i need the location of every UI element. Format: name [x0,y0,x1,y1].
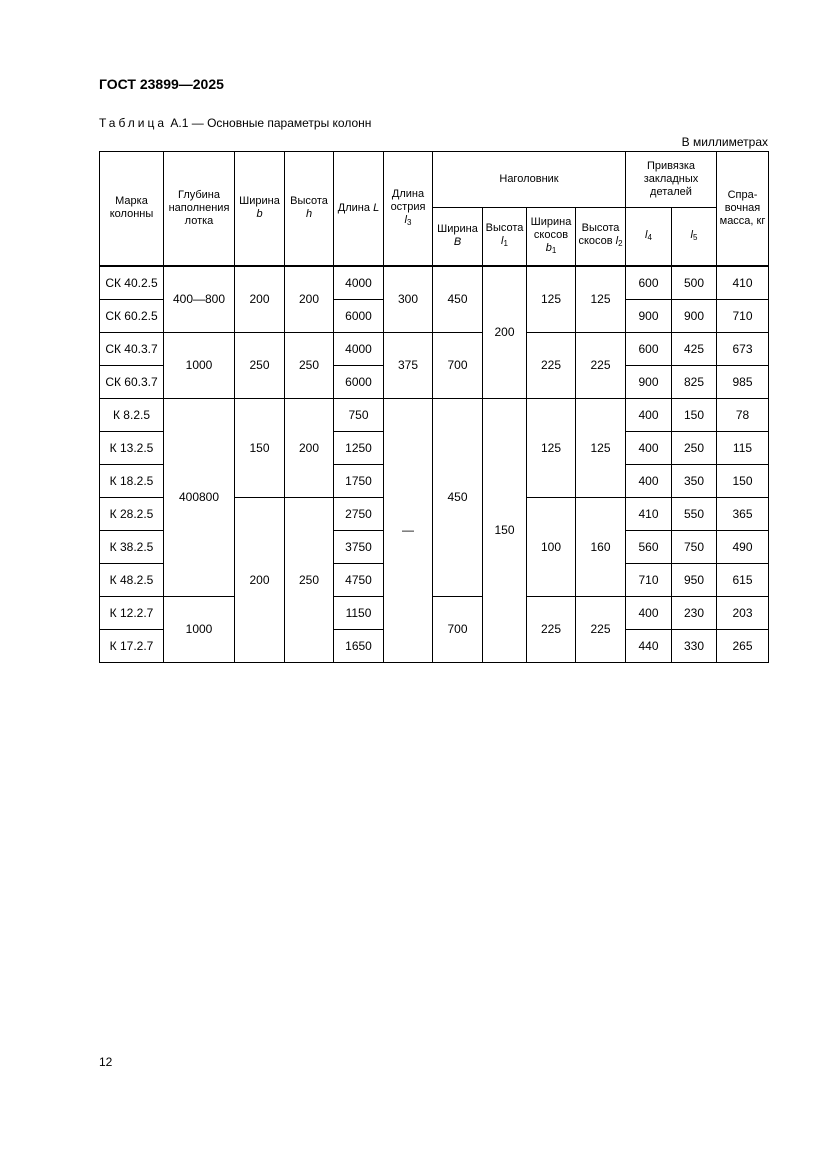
cell-length: 1650 [334,629,384,662]
cell-length: 6000 [334,299,384,332]
cell-bevel-height: 225 [576,332,626,398]
cell-length: 1150 [334,596,384,629]
header-anchor-l4-symbol: l [645,228,648,241]
cell-head-height: 150 [483,398,527,662]
header-tip-label: Длина острия [390,187,426,213]
header-bevel-height-symbol: l [615,235,619,248]
cell-l4: 900 [626,299,672,332]
cell-length: 4000 [334,332,384,365]
cell-height: 250 [285,497,334,662]
cell-height: 200 [285,266,334,333]
cell-depth: 400800 [164,398,235,596]
cell-bevel-height: 125 [576,398,626,497]
cell-l4: 400 [626,596,672,629]
header-head-width-label: Ширина [437,223,478,236]
cell-bevel-width: 225 [527,332,576,398]
cell-bevel-width: 125 [527,398,576,497]
cell-mark: К 17.2.7 [100,629,164,662]
cell-mass: 985 [717,365,769,398]
cell-bevel-height: 225 [576,596,626,662]
cell-l5: 950 [672,563,717,596]
header-head-group: Наголовник [433,152,626,208]
cell-tip: 375 [384,332,433,398]
cell-l4: 400 [626,431,672,464]
header-depth: Глубина наполнения лотка [164,152,235,266]
header-head-height [483,208,527,266]
document-header: ГОСТ 23899—2025 [99,76,224,92]
cell-mark: СК 60.3.7 [100,365,164,398]
header-length [334,152,384,266]
header-bevel-height-label: Высота скосов [578,222,620,248]
cell-length: 4000 [334,266,384,300]
cell-depth: 400—800 [164,266,235,333]
cell-l5: 250 [672,431,717,464]
header-bevel-width [527,208,576,266]
cell-head-width: 700 [433,332,483,398]
cell-l4: 710 [626,563,672,596]
cell-mark: СК 60.2.5 [100,299,164,332]
header-height-symbol: h [305,208,313,221]
cell-mass: 365 [717,497,769,530]
cell-l5: 550 [672,497,717,530]
cell-mass: 150 [717,464,769,497]
header-tip-length [384,152,433,266]
cell-tip: — [384,398,433,662]
cell-head-width: 450 [433,398,483,596]
header-head-height-label: Высота [485,222,524,235]
cell-length: 1250 [334,431,384,464]
units-note: В миллиметрах [681,135,768,149]
table-caption-prefix: Таблица [99,116,168,130]
cell-bevel-width: 225 [527,596,576,662]
cell-l5: 230 [672,596,717,629]
cell-l4: 560 [626,530,672,563]
cell-l4: 410 [626,497,672,530]
cell-mark: К 28.2.5 [100,497,164,530]
cell-mass: 410 [717,266,769,300]
column-parameters-table [99,151,769,663]
cell-width: 250 [235,332,285,398]
cell-mark: К 12.2.7 [100,596,164,629]
header-bevel-height-subscript: 2 [618,239,623,249]
cell-l5: 425 [672,332,717,365]
cell-l5: 330 [672,629,717,662]
cell-mass: 673 [717,332,769,365]
header-bevel-width-subscript: 1 [551,245,557,255]
header-mass: Спра-вочная масса, кг [717,152,769,266]
header-head-width [433,208,483,266]
cell-width: 200 [235,266,285,333]
table-row [100,332,769,365]
cell-mass: 490 [717,530,769,563]
header-height-label: Высота [290,195,328,208]
header-tip-symbol: l [404,213,407,226]
header-head-height-symbol: l [501,235,504,248]
cell-length: 6000 [334,365,384,398]
cell-width: 200 [235,497,285,662]
cell-bevel-height: 125 [576,266,626,333]
cell-mass: 710 [717,299,769,332]
cell-mass: 115 [717,431,769,464]
page-number: 12 [99,1055,113,1069]
cell-l5: 350 [672,464,717,497]
cell-l4: 400 [626,398,672,431]
header-width [235,152,285,266]
cell-mass: 615 [717,563,769,596]
cell-l4: 600 [626,332,672,365]
header-width-symbol: b [256,208,263,221]
cell-length: 2750 [334,497,384,530]
cell-l5: 825 [672,365,717,398]
cell-l4: 400 [626,464,672,497]
cell-mark: К 18.2.5 [100,464,164,497]
header-anchor-l5 [672,208,717,266]
header-anchor-l4 [626,208,672,266]
cell-l5: 750 [672,530,717,563]
header-bevel-height [576,208,626,266]
cell-depth: 1000 [164,596,235,662]
cell-length: 3750 [334,530,384,563]
header-width-label: Ширина [239,195,280,208]
cell-l5: 900 [672,299,717,332]
cell-height: 200 [285,398,334,497]
table-caption-text: А.1 — Основные параметры колонн [170,116,372,130]
header-length-symbol: L [373,201,380,214]
cell-mark: СК 40.3.7 [100,332,164,365]
header-anchor-l5-subscript: 5 [693,232,698,242]
cell-l4: 600 [626,266,672,300]
table-caption [99,116,371,130]
header-mark: Марка колонны [100,152,164,266]
cell-l4: 900 [626,365,672,398]
table-row [100,266,769,300]
header-head-height-subscript: 1 [503,239,508,249]
cell-mass: 203 [717,596,769,629]
cell-mark: К 48.2.5 [100,563,164,596]
cell-head-width: 450 [433,266,483,333]
cell-mark: К 8.2.5 [100,398,164,431]
cell-width: 150 [235,398,285,497]
cell-bevel-width: 100 [527,497,576,596]
cell-head-height: 200 [483,266,527,399]
header-anchor-l4-subscript: 4 [647,232,652,242]
header-bevel-width-label: Ширина скосов [530,215,572,241]
header-tip-subscript: 3 [407,217,412,227]
cell-bevel-width: 125 [527,266,576,333]
cell-bevel-height: 160 [576,497,626,596]
cell-height: 250 [285,332,334,398]
table-row [100,596,769,629]
cell-l5: 500 [672,266,717,300]
cell-l5: 150 [672,398,717,431]
cell-length: 1750 [334,464,384,497]
cell-tip: 300 [384,266,433,333]
header-bevel-width-symbol: b [545,241,552,254]
cell-length: 4750 [334,563,384,596]
header-length-label: Длина [337,201,371,214]
cell-mass: 265 [717,629,769,662]
cell-mass: 78 [717,398,769,431]
cell-mark: К 13.2.5 [100,431,164,464]
cell-head-width: 700 [433,596,483,662]
header-anchor-l5-symbol: l [690,228,693,241]
table-row [100,398,769,431]
cell-l4: 440 [626,629,672,662]
header-head-width-symbol: B [453,236,462,249]
cell-mark: К 38.2.5 [100,530,164,563]
cell-depth: 1000 [164,332,235,398]
header-anchor-group: Привязка закладных деталей [626,152,717,208]
header-height [285,152,334,266]
cell-length: 750 [334,398,384,431]
cell-mark: СК 40.2.5 [100,266,164,300]
